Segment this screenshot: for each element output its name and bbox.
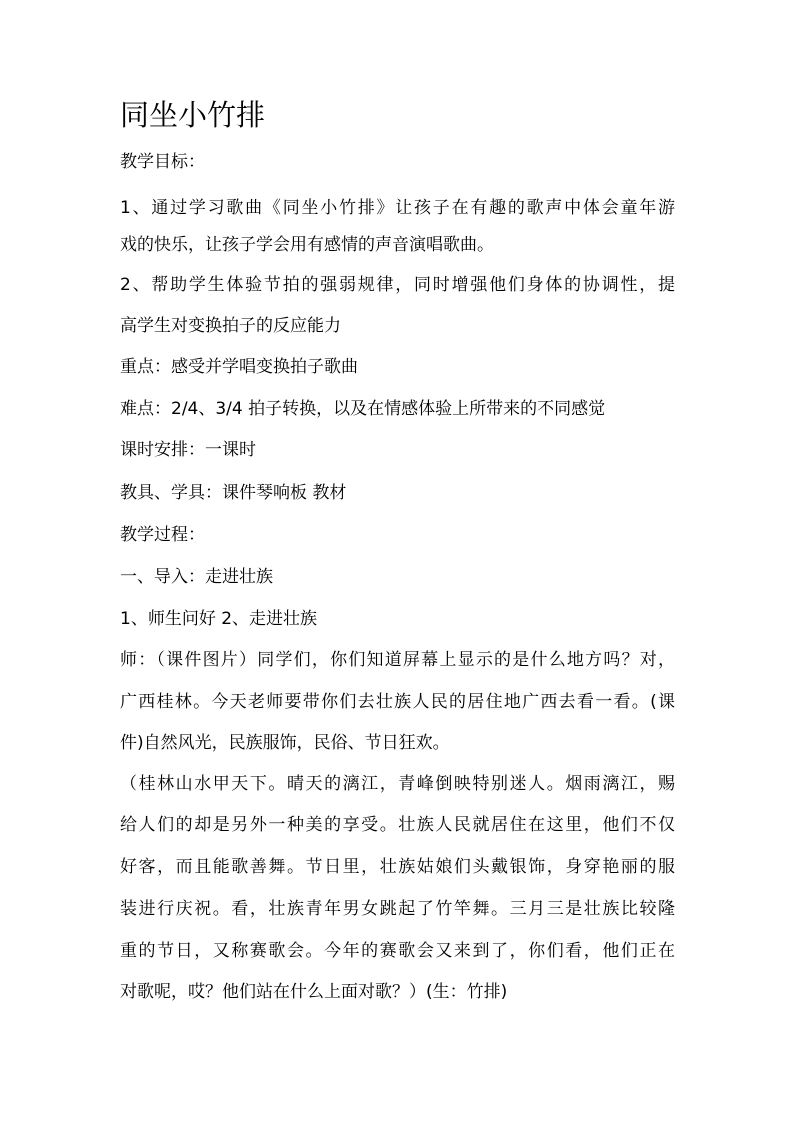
- paragraph-line: 广西桂林。今天老师要带你们去壮族人民的居住地广西去看一看。(课: [120, 692, 675, 712]
- paragraph-line: 高学生对变换拍子的反应能力: [120, 316, 341, 336]
- heading-teaching-process: 教学过程：: [120, 525, 205, 545]
- paragraph-line: 好客，而且能歌善舞。节日里，壮族姑娘们头戴银饰，身穿艳丽的服: [120, 857, 675, 877]
- difficulty-line: 难点：2/4、3/4 拍子转换，以及在情感体验上所带来的不同感觉: [120, 399, 606, 419]
- paragraph-line: （桂林山水甲天下。晴天的漓江，青峰倒映特别迷人。烟雨漓江，赐: [120, 774, 675, 794]
- paragraph-line: 戏的快乐，让孩子学会用有感情的声音演唱歌曲。: [120, 235, 494, 255]
- paragraph-line: 装进行庆祝。看，壮族青年男女跳起了竹竿舞。三月三是壮族比较隆: [120, 899, 675, 919]
- heading-teaching-goals: 教学目标：: [120, 152, 205, 172]
- paragraph-line: 2、帮助学生体验节拍的强弱规律，同时增强他们身体的协调性，提: [120, 275, 675, 295]
- schedule-line: 课时安排：一课时: [120, 440, 256, 460]
- paragraph-line: 对歌呢，哎？他们站在什么上面对歌？）(生：竹排): [120, 982, 508, 1002]
- paragraph-line: 1、师生问好 2、走进壮族: [120, 609, 318, 629]
- key-point-line: 重点：感受并学唱变换拍子歌曲: [120, 357, 358, 377]
- section-heading: 一、导入：走进壮族: [120, 567, 273, 587]
- document-title: 同坐小竹排: [120, 98, 266, 132]
- paragraph-line: 给人们的却是另外一种美的享受。壮族人民就居住在这里，他们不仅: [120, 815, 675, 835]
- paragraph-line: 件)自然风光，民族服饰，民俗、节日狂欢。: [120, 733, 450, 753]
- materials-line: 教具、学具：课件琴响板 教材: [120, 483, 347, 503]
- paragraph-line: 重的节日，又称赛歌会。今年的赛歌会又来到了，你们看，他们正在: [120, 941, 675, 961]
- paragraph-line: 1、通过学习歌曲《同坐小竹排》让孩子在有趣的歌声中体会童年游: [120, 198, 675, 218]
- paragraph-line: 师：（课件图片）同学们，你们知道屏幕上显示的是什么地方吗？对，: [120, 650, 675, 670]
